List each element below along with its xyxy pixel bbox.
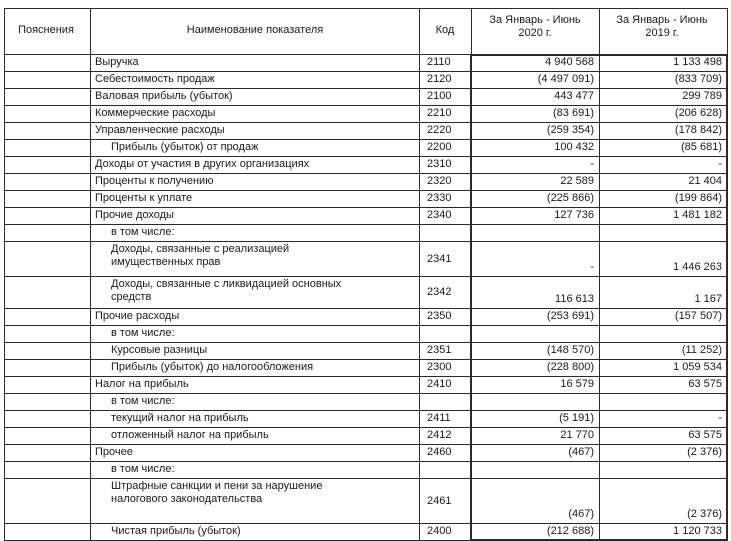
row-separator <box>4 88 727 89</box>
row-separator <box>4 410 727 411</box>
row-separator <box>4 478 727 479</box>
row-value-current: 4 940 568 <box>545 56 594 68</box>
row-value-current: 116 613 <box>555 293 594 305</box>
row-separator <box>4 122 727 123</box>
row-value-previous: (2 376) <box>687 446 722 458</box>
row-code: 2120 <box>427 73 452 85</box>
row-separator <box>4 71 727 72</box>
row-label: Штрафные санкции и пени за нарушение налогового законодательства <box>111 480 323 505</box>
row-label: Коммерческие расходы <box>95 107 216 119</box>
row-separator <box>4 376 727 377</box>
row-code: 2330 <box>427 192 452 204</box>
header-notes: Пояснения <box>18 24 74 36</box>
row-code: 2400 <box>427 525 452 537</box>
row-value-previous: 1 446 263 <box>673 261 722 273</box>
row-code: 2210 <box>427 107 452 119</box>
row-separator <box>4 427 727 428</box>
row-label: текущий налог на прибыль <box>111 412 249 424</box>
row-label: в том числе: <box>111 395 175 407</box>
row-label: Прибыль (убыток) до налогообложения <box>111 361 314 373</box>
row-separator <box>4 224 727 225</box>
row-code: 2220 <box>427 124 452 136</box>
row-label: Доходы от участия в других организациях <box>95 158 310 170</box>
row-value-current: - <box>590 261 594 273</box>
row-value-current: 100 432 <box>554 141 594 153</box>
row-code: 2410 <box>427 378 452 390</box>
row-value-previous: (178 842) <box>674 124 722 136</box>
row-separator <box>4 241 727 242</box>
row-value-current: (212 688) <box>546 525 594 537</box>
row-value-previous: (833 709) <box>674 73 722 85</box>
row-value-current: (467) <box>568 446 594 458</box>
row-code: 2340 <box>427 209 452 221</box>
row-value-previous: 21 404 <box>688 175 722 187</box>
row-code: 2300 <box>427 361 452 373</box>
row-value-current: (259 354) <box>546 124 594 136</box>
row-value-previous: 1 133 498 <box>673 56 722 68</box>
row-label: в том числе: <box>111 327 175 339</box>
row-value-current: 21 770 <box>560 429 594 441</box>
row-separator <box>4 342 727 343</box>
row-code: 2341 <box>427 253 452 265</box>
row-value-current: (5 191) <box>559 412 594 424</box>
table-border-top <box>4 8 727 9</box>
row-value-previous: (206 628) <box>674 107 722 119</box>
row-separator <box>4 139 727 140</box>
row-value-previous: (2 376) <box>687 508 722 520</box>
row-value-previous: 299 789 <box>682 90 722 102</box>
row-value-previous: (199 864) <box>674 192 722 204</box>
row-value-current: 127 736 <box>554 209 594 221</box>
row-code: 2412 <box>427 429 452 441</box>
row-value-current: (83 691) <box>553 107 594 119</box>
row-label: Проценты к уплате <box>95 192 193 204</box>
row-label: Себестоимость продаж <box>95 73 215 85</box>
row-value-previous: 1 481 182 <box>673 209 722 221</box>
row-label: Прочие расходы <box>95 310 180 322</box>
row-value-current: (4 497 091) <box>537 73 594 85</box>
row-value-previous: (85 681) <box>681 141 722 153</box>
header-code: Код <box>435 24 455 36</box>
row-value-previous: 63 575 <box>688 378 722 390</box>
row-code: 2320 <box>427 175 452 187</box>
row-code: 2342 <box>427 286 452 298</box>
row-separator <box>4 190 727 191</box>
row-value-previous: 1 059 534 <box>673 361 722 373</box>
values-frame-left <box>470 54 472 541</box>
values-frame-right <box>726 54 728 541</box>
row-label: Чистая прибыль (убыток) <box>111 525 241 537</box>
row-code: 2460 <box>427 446 452 458</box>
row-label: Доходы, связанные с ликвидацией основных средств <box>111 278 342 303</box>
row-separator <box>4 393 727 394</box>
row-label: Валовая прибыль (убыток) <box>95 90 233 102</box>
values-frame-top <box>470 54 728 56</box>
row-code: 2351 <box>427 344 452 356</box>
row-separator <box>4 105 727 106</box>
row-label: Прочие доходы <box>95 209 174 221</box>
row-label: Курсовые разницы <box>111 344 208 356</box>
row-code: 2310 <box>427 158 452 170</box>
row-value-current: (467) <box>568 508 594 520</box>
row-value-current: - <box>590 158 594 170</box>
row-value-current: (225 866) <box>546 192 594 204</box>
row-separator <box>4 325 727 326</box>
row-value-previous: 1 167 <box>694 293 722 305</box>
row-value-current: 443 477 <box>554 90 594 102</box>
row-label: Выручка <box>95 56 139 68</box>
row-label: Налог на прибыль <box>95 378 189 390</box>
row-code: 2200 <box>427 141 452 153</box>
row-separator <box>4 308 727 309</box>
row-value-current: (228 800) <box>546 361 594 373</box>
row-separator <box>4 173 727 174</box>
row-value-previous: (11 252) <box>681 344 722 356</box>
header-period-previous: За Январь - Июнь 2019 г. <box>616 14 708 39</box>
row-separator <box>4 523 727 524</box>
row-label: отложенный налог на прибыль <box>111 429 269 441</box>
row-separator <box>4 156 727 157</box>
row-value-previous: - <box>718 412 722 424</box>
row-separator <box>4 359 727 360</box>
row-code: 2411 <box>427 412 451 424</box>
row-separator <box>4 276 727 277</box>
row-label: в том числе: <box>111 226 175 238</box>
row-value-current: 16 579 <box>560 378 594 390</box>
row-value-previous: - <box>718 158 722 170</box>
row-value-current: (148 570) <box>546 344 594 356</box>
row-value-previous: (157 507) <box>674 310 722 322</box>
row-value-previous: 63 575 <box>688 429 722 441</box>
row-label: Прочее <box>95 446 133 458</box>
row-value-current: 22 589 <box>560 175 594 187</box>
row-value-current: (253 691) <box>546 310 594 322</box>
header-indicator-name: Наименование показателя <box>186 24 324 36</box>
row-code: 2461 <box>427 495 452 507</box>
row-label: Прибыль (убыток) от продаж <box>111 141 259 153</box>
row-code: 2110 <box>427 56 451 68</box>
row-code: 2350 <box>427 310 452 322</box>
row-label: Управленческие расходы <box>95 124 225 136</box>
row-label: Проценты к получению <box>95 175 214 187</box>
row-separator <box>4 461 727 462</box>
row-separator <box>4 207 727 208</box>
row-code: 2100 <box>427 90 452 102</box>
row-separator <box>4 444 727 445</box>
row-label: в том числе: <box>111 463 175 475</box>
header-period-current: За Январь - Июнь 2020 г. <box>489 14 581 39</box>
row-value-previous: 1 120 733 <box>673 525 722 537</box>
row-label: Доходы, связанные с реализацией имущественных прав <box>111 243 290 268</box>
